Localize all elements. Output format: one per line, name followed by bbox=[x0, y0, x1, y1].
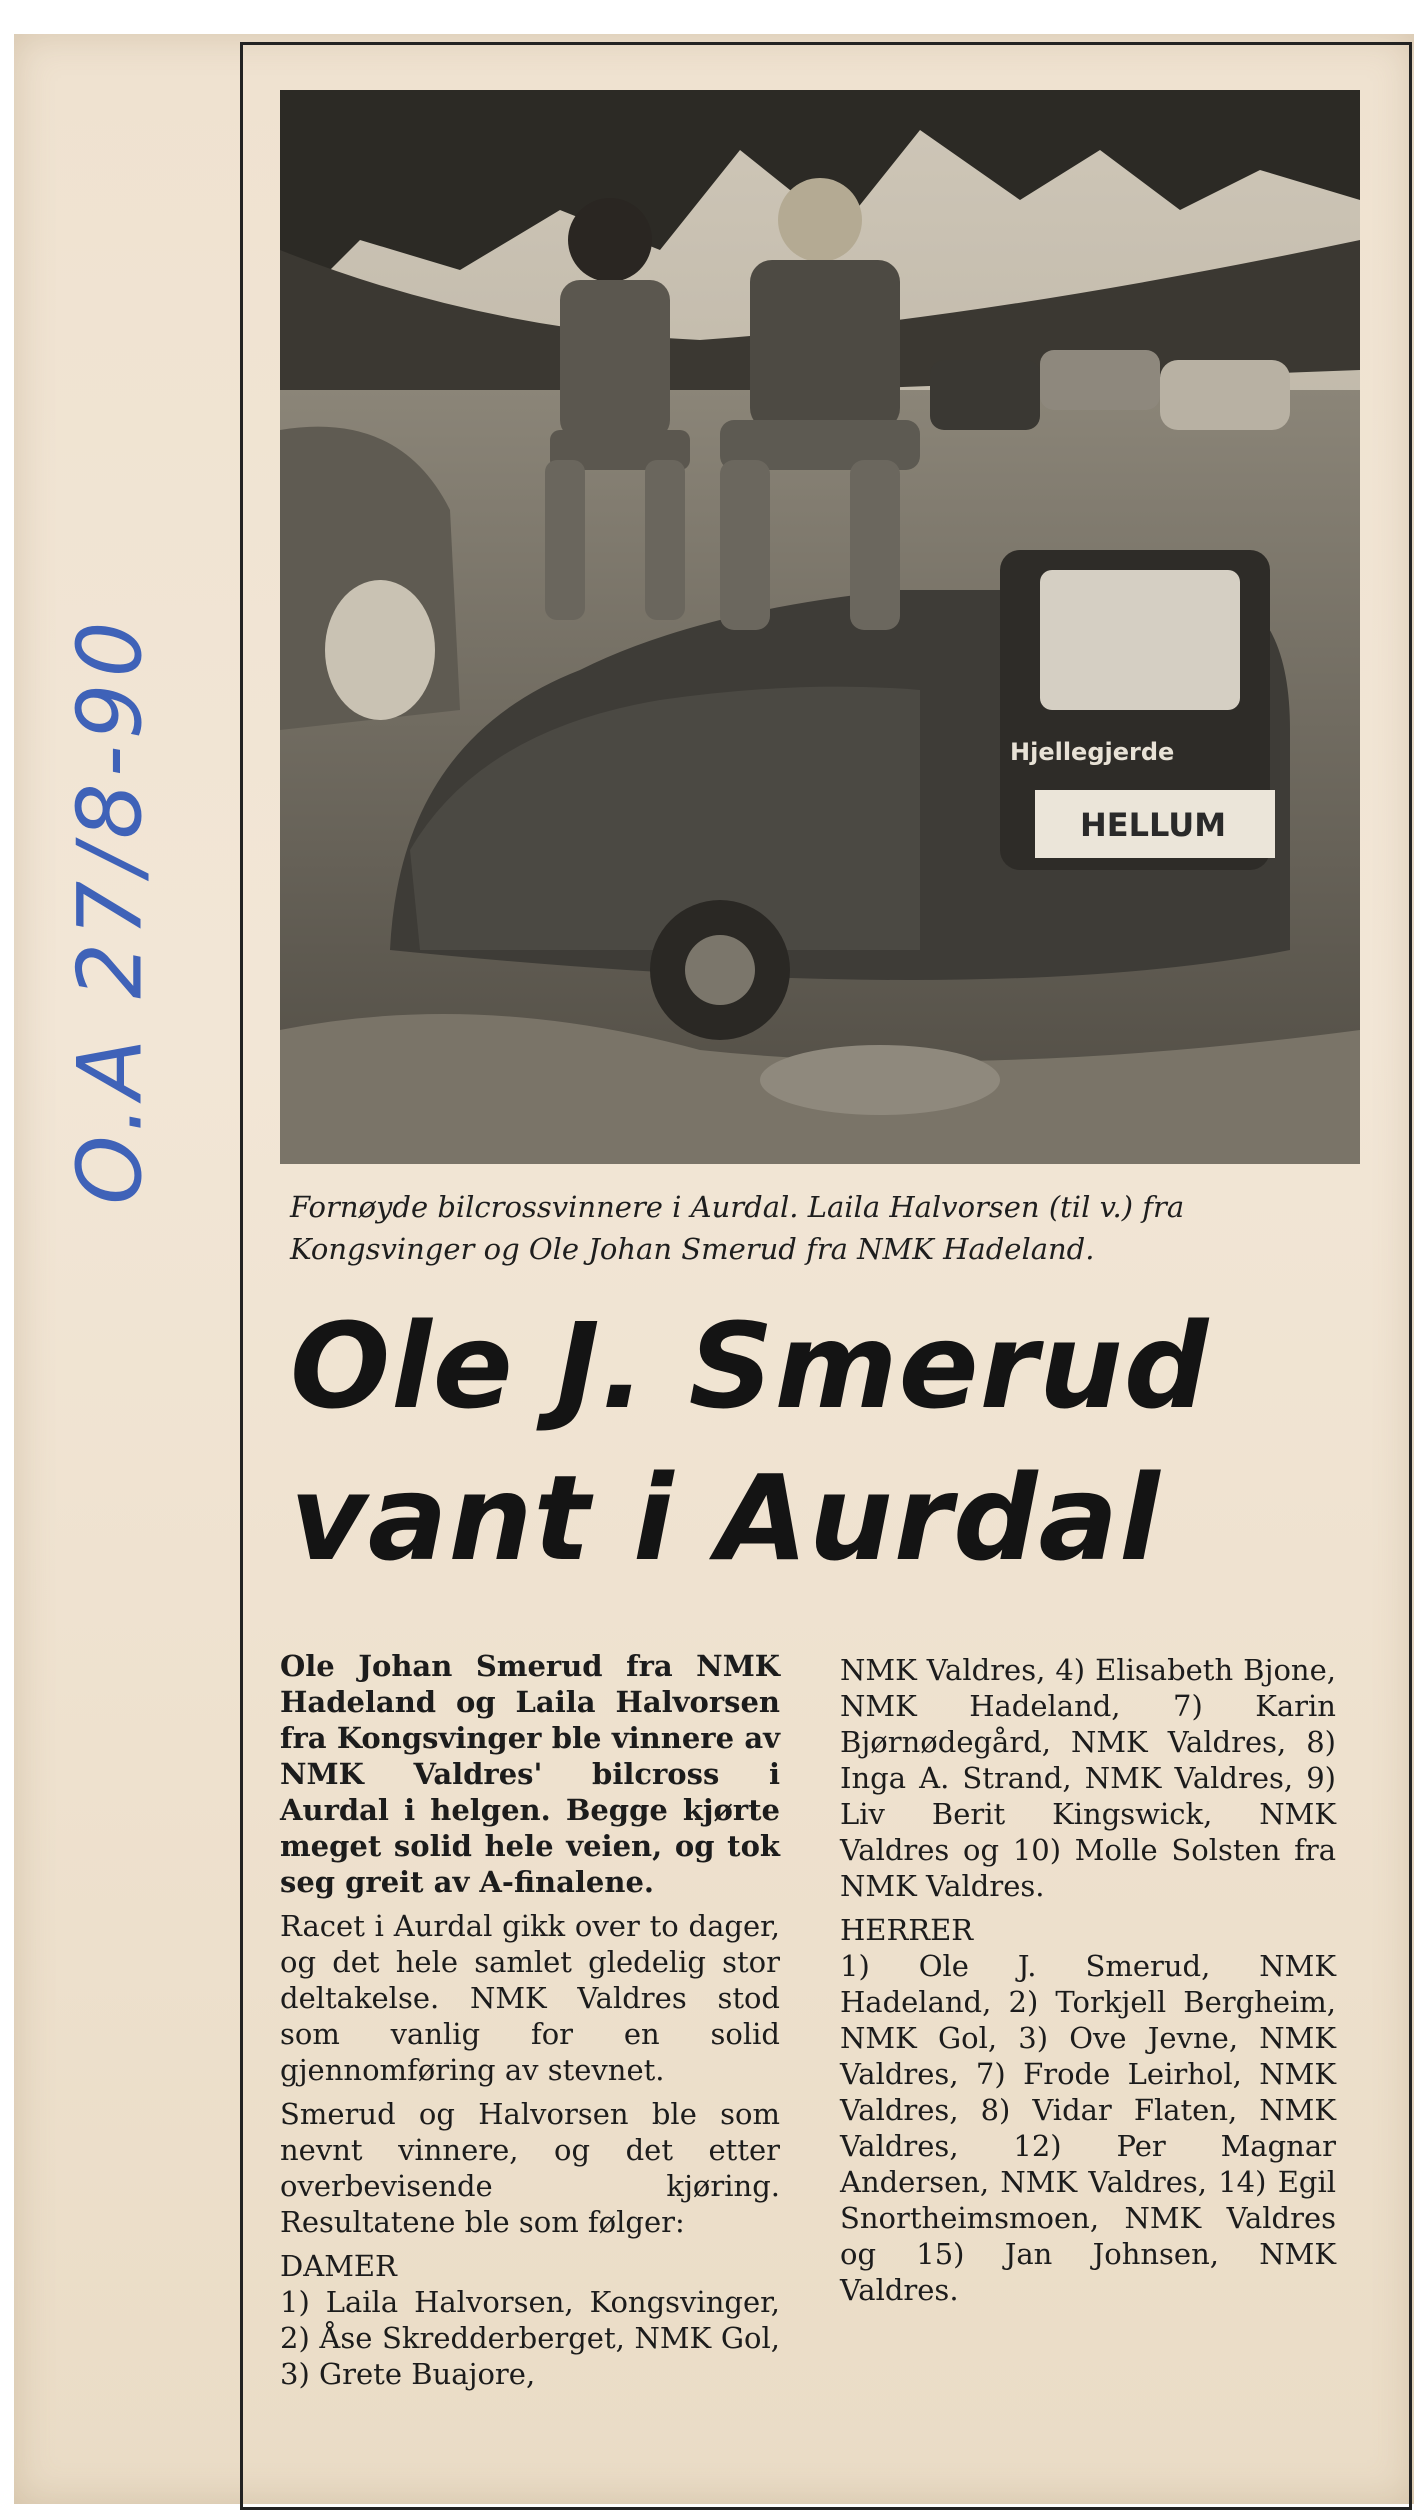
headline-line-1: Ole J. Smerud bbox=[290, 1297, 1210, 1435]
article-column-left bbox=[280, 1648, 780, 2400]
article-column-right bbox=[840, 1652, 1336, 2316]
door-text: Hjellegjerde bbox=[1010, 738, 1175, 766]
article-photo bbox=[280, 90, 1360, 1164]
herrer-results: 1) Ole J. Smerud, NMK Hadeland, 2) Torkjell Bergheim, NMK Gol, 3) Ove Jevne, NMK Valdres, 7) Frode Leirhol, NMK Valdres, 8) Vidar Flaten, NMK Valdres, 12) Per Magnar Andersen, NMK Valdres, 14) Egil Snortheimsmoen, NMK Valdres og 15) Jan Johnsen, NMK Valdres. bbox=[840, 1949, 1336, 2307]
damer-results-part-1: 1) Laila Halvorsen, Kongsvinger, 2) Åse Skredderberget, NMK Gol, 3) Grete Buajore, bbox=[280, 2285, 780, 2391]
headline-line-2: vant i Aurdal bbox=[290, 1449, 1161, 1587]
article-lead: Ole Johan Smerud fra NMK Hadeland og Laila Halvorsen fra Kongsvinger ble vinnere av NMK Valdres' bilcross i Aurdal i helgen. Begge kjørte meget solid hele veien, og tok seg greit av A-finalene. bbox=[280, 1649, 780, 1899]
herrer-heading: HERRER bbox=[840, 1913, 974, 1947]
stamp-text: O.A 27/8-90 bbox=[58, 615, 162, 1205]
headline bbox=[290, 1290, 1380, 1594]
photo-caption: Fornøyde bilcrossvinnere i Aurdal. Laila Halvorsen (til v.) fra Kongsvinger og Ole Johan Smerud fra NMK Hadeland. bbox=[290, 1190, 1185, 1266]
photo-rally-car-icon bbox=[280, 90, 1360, 1164]
article-paragraph-1: Racet i Aurdal gikk over to dager, og det hele samlet gledelig stor deltakelse. NMK Valdres stod som vanlig for en solid gjennomføring av stevnet. bbox=[280, 1909, 780, 2087]
damer-heading: DAMER bbox=[280, 2249, 397, 2283]
damer-results-part-2: NMK Valdres, 4) Elisabeth Bjone, NMK Hadeland, 7) Karin Bjørnødegård, NMK Valdres, 8) Inga A. Strand, NMK Valdres, 9) Liv Berit Kingswick, NMK Valdres og 10) Molle Solsten fra NMK Valdres. bbox=[840, 1653, 1336, 1903]
article-paragraph-2: Smerud og Halvorsen ble som nevnt vinnere, og det etter overbevisende kjøring. Resultatene ble som følger: bbox=[280, 2097, 780, 2239]
handwritten-date-stamp bbox=[30, 560, 190, 1260]
sign-text: HELLUM bbox=[1080, 806, 1227, 844]
